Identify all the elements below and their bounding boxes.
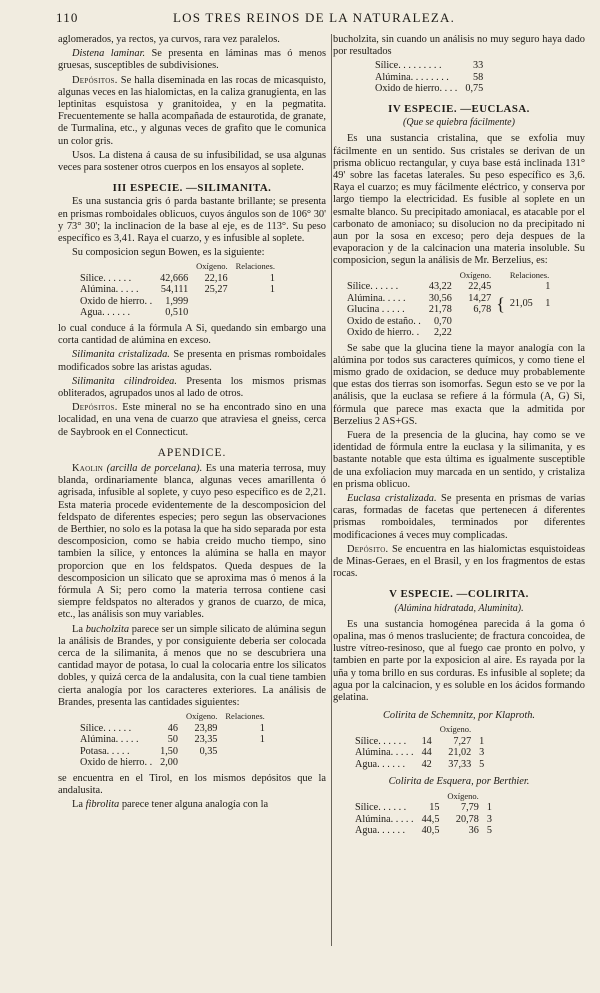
table-header: Relaciones.: [225, 711, 265, 722]
table-header: Oxígeno.: [196, 261, 228, 272]
table-row: [68, 284, 279, 296]
paragraph-text: Se presenta en prismas de varias caras, formadas de facetas que pertenecen á diferentes prismas romboidales, terminados por diferentes modificaciones á veces muy complicadas.: [333, 492, 585, 541]
table-row: [363, 72, 487, 84]
paragraph: Se sabe que la glucina tiene la mayor analogía con la alúmina por todos sus caracteres químicos, y como tiene el mismo grado de oxidacion, se deduce muy probablemente que estas dos tierras son isomorfas. Segun esto se ve por la análisis, que la euclasa se refiere á la fórmula (A, G) Si, fórmula que parece mas exacta que la admitida por Berzelius 2 AS+GS.: [333, 342, 585, 427]
cell: Sílice. . . . . .: [80, 722, 132, 734]
brace-cell: [506, 293, 555, 316]
paragraph: [58, 48, 326, 72]
cell: Oxido de hierro. .: [80, 757, 153, 769]
cell: Oxido de hierro. . . .: [375, 83, 458, 95]
cell: 22,16: [204, 272, 228, 284]
page-number: 110: [56, 10, 79, 25]
composition-table: [363, 60, 487, 95]
composition-table: [68, 711, 269, 769]
paragraph-text: parece ser un simple silicato de alúmina segun la análisis de Brandes, y por consiguiente deberia ser colocada cerca de la silimanita, á menos que no se descubriera una cantidad mayor de potasa, lo cual la colocaria entre los silicatos dobles, y quizá cerca de la andalusita, con la cual tiene tambien cierta analogía por los caracteres exteriores. La análisis de Brandes, presenta las cantidades siguientes:: [58, 623, 326, 708]
cell: 1,50: [160, 745, 178, 757]
table-row: [68, 307, 279, 319]
cell: Alúmina. . . . .: [355, 813, 414, 825]
paragraph-text: La: [72, 798, 86, 810]
cell: Alúmina. . . . .: [80, 284, 139, 296]
cell: 1: [259, 734, 265, 746]
cell: 2,22: [433, 327, 452, 339]
cell: 1,999: [165, 295, 189, 307]
paragraph-text: Se halla diseminada en las rocas de micasquisto, algunas veces en las hialomictas, en la caliza granugienta, en las leptinitas esquistosa y granitoidea, y en la pegmatita. Frecuentemente se halla acompañada de estaurotida, de granate, de Turmalina, etc., y algunas veces de grafito que le comunica un color gris.: [58, 74, 326, 147]
paragraph: Es una sustancia cristalina, que se exfolia muy fácilmente en un sentido. Sus cristales se derivan de un prisma oblicuo rectangular, y cuya base está inclinada 131° 49' sobre las facetas laterales. Su peso específico es 3,6. Raya el cuarzo; es muy fácilmente eléctrico, y conserva por largo tiempo la electricidad. Es fusible al soplete en un esmalte blanco. Su precipitado amoniacal, es atacable por el carbonato de amoniaco; su disolucion no da precipitado ni aun por la sosa en exceso; pero deja despues de la evaporacion y de la calcinacion una materia insoluble. Su composicion, segun la análisis de Mr. Berzelius, es:: [333, 133, 585, 267]
paragraph-text: Se presenta en prismas romboidales modificados sobre las aristas agudas.: [58, 349, 326, 373]
table-row: [68, 296, 279, 308]
paragraph-text: Este mineral no se ha encontrado sino en una localidad, en una vena de cuarzo que atraviesa el gneiss, cerca de Saybrook en el Connecticut.: [58, 402, 326, 438]
cell: Alúmina. . . . . . . .: [375, 71, 449, 83]
cell: 7,27: [453, 735, 472, 747]
cell: 1: [545, 281, 551, 293]
label: Depósitos.: [72, 74, 118, 86]
cell: 0,75: [465, 83, 484, 95]
cell: 36: [468, 825, 479, 837]
paragraph: bucholzita, sin cuando un análisis no muy seguro haya dado por resultados: [333, 34, 585, 58]
analysis-title: Colirita de Esquera, por Berthier.: [388, 776, 530, 788]
cell: Agua. . . . . .: [355, 825, 406, 837]
cell: 37,33: [448, 758, 472, 770]
paragraph: Usos. La distena á causa de su infusibilidad, se usa algunas veces para sostener otros cuerpos en los ensayos al soplete.: [58, 149, 326, 174]
cell: Alúmina. . . . .: [80, 734, 139, 746]
paragraph: [58, 376, 326, 400]
cell: Potasa. . . . .: [80, 745, 130, 757]
cell: 40,5: [421, 825, 440, 837]
table-header: Relaciones.: [235, 261, 275, 272]
table-header: Oxígeno.: [447, 790, 479, 801]
label: Depósito.: [347, 543, 389, 555]
cell: Alúmina. . . . .: [347, 292, 406, 304]
cell: 15: [429, 802, 440, 814]
cell: 22,45: [468, 281, 492, 293]
cell: Alúmina. . . . .: [355, 747, 414, 759]
table-row: [335, 327, 554, 339]
cell: 6,78: [473, 304, 492, 316]
table-row: [335, 316, 554, 328]
right-column: [333, 34, 585, 841]
table-row: [363, 83, 487, 95]
cell: 21,02: [448, 747, 472, 759]
paragraph: [58, 624, 326, 709]
cell: 20,78: [455, 813, 479, 825]
cell: 54,111: [160, 284, 189, 296]
term: bucholzita: [85, 623, 130, 635]
cell: Agua. . . . . .: [80, 307, 131, 319]
cell: Sílice. . . . . .: [80, 272, 132, 284]
cell: Sílice. . . . . .: [355, 802, 407, 814]
paragraph: [58, 463, 326, 622]
cell: 42: [421, 758, 432, 770]
cell: 58: [472, 71, 484, 83]
cell: 1: [479, 735, 485, 747]
paragraph-text: Se presenta en láminas mas ó menos gruesas, susceptibles de subdivisiones.: [58, 48, 326, 72]
paragraph-text: Se encuentra en las hialomictas esquistoideas de Minas-Geraes, en el Brasil, y en los fragmentos de estas rocas.: [333, 543, 585, 580]
table-row: [343, 814, 496, 826]
cell: 0,510: [165, 307, 189, 319]
paragraph: [58, 799, 326, 811]
cell: Sílice. . . . . .: [347, 281, 399, 293]
table-row: [343, 802, 496, 814]
table-row: [68, 746, 269, 758]
table-row: [343, 747, 488, 759]
table-header: Oxígeno.: [459, 269, 492, 280]
paragraph: aglomerados, ya rectos, ya curvos, rara vez paralelos.: [58, 34, 280, 45]
brace: {: [496, 294, 505, 315]
cell: Oxido de estaño. .: [347, 315, 421, 327]
cell: Oxido de hierro. .: [347, 327, 420, 339]
cell: Sílice. . . . . . . . .: [375, 60, 442, 72]
cell: 1: [259, 722, 265, 734]
appendix-heading: APENDICE.: [157, 446, 227, 459]
table-row: [343, 759, 488, 771]
term: Silimanita cristalizada.: [72, 349, 170, 361]
cell: 0,70: [433, 315, 452, 327]
paragraph: [333, 544, 585, 581]
cell: 23,35: [194, 734, 218, 746]
section-subheading: (Alúmina hidratada, Aluminita).: [394, 602, 524, 614]
paragraph: [58, 349, 326, 373]
section-heading: V ESPECIE. —COLIRITA.: [389, 588, 529, 601]
cell: Sílice. . . . . .: [355, 735, 407, 747]
cell: 3: [486, 813, 492, 825]
table-row: [343, 736, 488, 748]
cell: 44,5: [421, 813, 440, 825]
cell: 3: [479, 747, 485, 759]
cell: 33: [472, 60, 484, 72]
table-header: Oxígeno.: [185, 711, 218, 722]
cell: 14: [421, 735, 432, 747]
cell: 1: [269, 272, 275, 284]
running-title: LOS TRES REINOS DE LA NATURALEZA.: [172, 10, 456, 25]
cell: 44: [421, 747, 432, 759]
table-row: [335, 281, 554, 293]
term: fibrolita: [85, 798, 120, 810]
section-heading: III ESPECIE. —SILIMANITA.: [112, 182, 272, 195]
cell: 5: [486, 825, 492, 837]
paragraph-text: Es una materia terrosa, muy blanda, ordinariamente blanca, algunas veces amarillenta ó agrisada, infusible al soplete, y cuyo peso específico es de 2,21. Esta materia procede evidentemente de la descomposicion del feldspato de diferentes especies; pero segun las observaciones de Berthier, no solo es la potasa la que ha sido separada por esta descomposicion, como se habia creido mucho tiempo, sino tambien la sílice, y entonces la alúmina se halla en mayor proporcion que en los feldspatos. Queda despues de la descomposicion un silicato que se aproxima mas ó menos á la fórmula A Si; pero como la materia terrosa contiene casi siempre feldspatos no alterados y granos de cuarzo, de mica, etc., las análisis son muy variables.: [58, 462, 326, 621]
cell: 0,35: [199, 745, 218, 757]
table-row: [343, 825, 496, 837]
cell: Glucina . . . . .: [347, 304, 405, 316]
paragraph-text: Presenta los mismos prismas obliterados, agrupados unos al lado de otros.: [58, 375, 326, 399]
cell: 1: [486, 802, 492, 814]
paragraph: Es una sustancia gris ó parda bastante brillante; se presenta en prismas romboidales oblicuos, cuyos ángulos son de 106° 30' y 73° 30'; la inclinacion de la base al eje, es de 113°. Su peso específico es 3,41. Raya el cuarzo, y es infusible al soplete.: [58, 196, 326, 245]
composition-table: [68, 261, 279, 319]
section-subheading: (Que se quiebra fácilmente): [403, 117, 515, 129]
table-row: [68, 757, 269, 769]
cell: 30,56: [428, 292, 452, 304]
paragraph: Su composicion segun Bowen, es la siguiente:: [72, 247, 265, 259]
cell: 1: [269, 284, 275, 296]
cell: 23,89: [194, 722, 218, 734]
composition-table: [335, 270, 554, 339]
cell: 25,27: [204, 284, 228, 296]
table-row: [68, 273, 279, 285]
cell: 1: [545, 298, 551, 310]
paragraph: lo cual conduce á la fórmula A Si, quedando sin embargo una corta cantidad de alúmina en exceso.: [58, 322, 326, 347]
paragraph: Fuera de la presencia de la glucina, hay como se ve identidad de fórmula entre la euclasa y la silimanita, y es bastante notable que esta última es igualmente susceptible de una exfoliacion muy marcada en un sentido, y cristaliza en prisma oblicuo.: [333, 429, 585, 490]
table-header: Relaciones.: [509, 269, 550, 280]
table-row: [68, 723, 269, 735]
label: Depósitos.: [72, 402, 118, 414]
label: Kaolin: [72, 462, 104, 474]
paragraph-text: La: [72, 623, 86, 635]
term: (arcilla de porcelana).: [106, 462, 203, 474]
term: Distena laminar.: [72, 48, 146, 60]
term: Euclasa cristalizada.: [347, 492, 437, 504]
table-row: [335, 293, 554, 305]
cell: Agua. . . . . .: [355, 758, 406, 770]
composition-table: [343, 724, 488, 770]
table-header: Oxígeno.: [439, 724, 472, 735]
table-row: [68, 734, 269, 746]
term: Silimanita cilindroidea.: [72, 375, 177, 387]
paragraph: [333, 493, 585, 542]
table-row: [363, 60, 487, 72]
running-header: [56, 10, 572, 26]
cell: 14,27: [468, 292, 492, 304]
section-heading: IV ESPECIE. —EUCLASA.: [388, 102, 530, 115]
cell: Oxido de hierro. .: [80, 295, 153, 307]
cell: 46: [167, 722, 178, 734]
cell: 7,79: [460, 802, 479, 814]
cell: 42,666: [160, 272, 189, 284]
cell: 21,78: [428, 304, 452, 316]
analysis-title: Colirita de Schemnitz, por Klaproth.: [382, 710, 535, 722]
paragraph-text: parece tener alguna analogía con la: [119, 798, 269, 810]
paragraph: se encuentra en el Tirol, en los mismos depósitos que la andalusita.: [58, 772, 326, 796]
cell: 50: [167, 734, 178, 746]
composition-table: [343, 791, 496, 837]
cell: 5: [479, 758, 485, 770]
paragraph: [58, 402, 326, 439]
cell: 43,22: [428, 281, 452, 293]
paragraph: Es una sustancia homogénea parecida á la goma ó opalina, mas ó menos trasluciente; de fractura concoidea, de lustre vítreo-resinoso, que al fuego cae pronto en polvo, y tambien en parte por la exposicion al aire. Es rayada por la uña y toma brillo en sus corduras. Es infusible al soplete; da agua por la calcinacion, y es soluble en los ácidos formando gelatina.: [333, 618, 585, 704]
brace-value: 21,05: [509, 298, 533, 310]
cell: 2,00: [160, 757, 178, 769]
left-column: [58, 34, 326, 813]
paragraph: [58, 75, 326, 148]
